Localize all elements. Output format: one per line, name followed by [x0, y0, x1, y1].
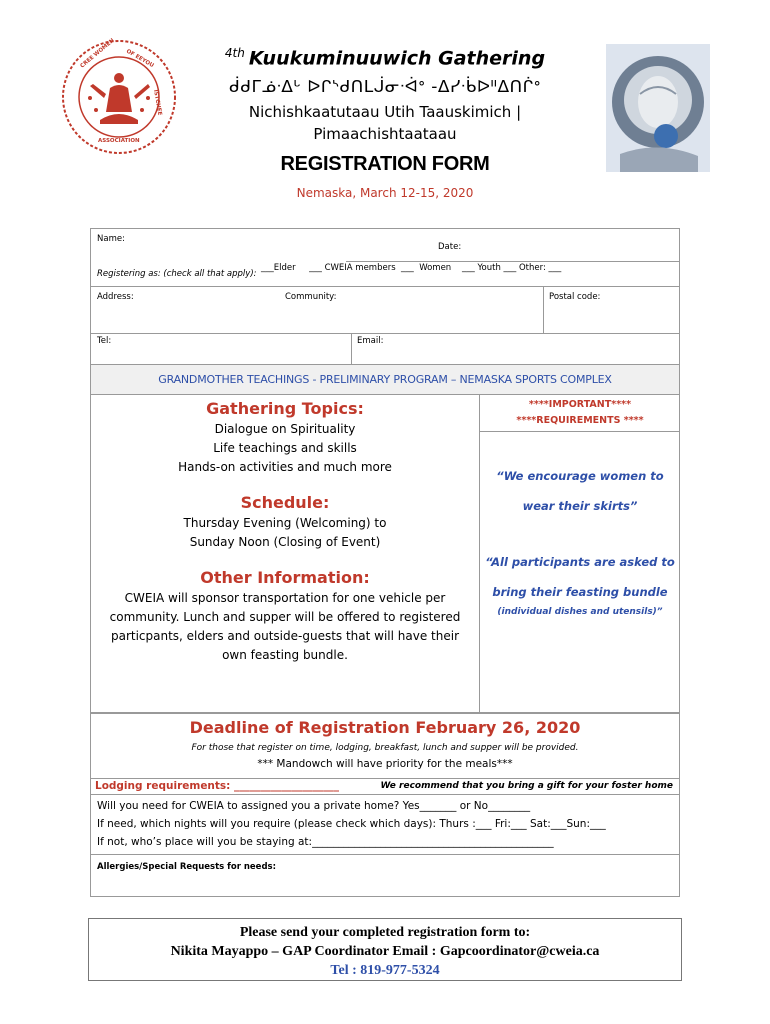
- lodging-row: [91, 778, 679, 795]
- quote-line: bring their feasting bundle: [492, 585, 668, 599]
- cree-syllabics-title: ᑰᑯᒥᓅᐧᐃᒡ ᐅᒋᔅᑯᑎᒪᒎᓂᐧᐋᐤ -ᐃᓯᐧᑳᐅᐦᐃᑎᒌᐤ: [229, 77, 541, 98]
- quote-line: wear their skirts”: [522, 499, 638, 513]
- lodging-requirements-field[interactable]: Lodging requirements: ____________________: [95, 780, 340, 792]
- other-info-line: CWEIA will sponsor transportation for one vehicle per: [124, 591, 446, 605]
- registering-options[interactable]: ___Elder ___ CWEIA members ___ Women ___ Youth ___ Other: ___: [261, 263, 562, 273]
- private-home-question[interactable]: Will you need for CWEIA to assigned you a private home? Yes_______ or No________: [97, 800, 531, 812]
- subtitle-line-1: Nichishkaatutaau Utih Taauskimich |: [248, 103, 522, 122]
- form-title: REGISTRATION FORM: [280, 153, 490, 176]
- important-heading: [480, 395, 680, 429]
- coordinator-contact: Nikita Mayappo – GAP Coordinator Email : Gapcoordinator@cweia.ca: [170, 944, 600, 959]
- svg-text:ASSOCIATION: ASSOCIATION: [98, 138, 140, 144]
- requirements-panel: [479, 395, 680, 712]
- meal-priority-note: *** Mandowch will have priority for the meals***: [257, 758, 513, 770]
- send-instruction-line: Please send your completed registration form to:: [239, 925, 531, 940]
- registering-label: Registering as: (check all that apply):: [97, 269, 257, 279]
- title-ordinal: 4th: [224, 46, 245, 60]
- important-line: ****IMPORTANT****: [528, 399, 632, 410]
- other-info-line: community. Lunch and supper will be offered to registered: [109, 610, 461, 624]
- schedule-line: Sunday Noon (Closing of Event): [189, 535, 381, 549]
- allergies-field[interactable]: Allergies/Special Requests for needs:: [97, 862, 276, 872]
- email-field[interactable]: Email:: [357, 336, 384, 346]
- deadline-title: Deadline of Registration February 26, 2020: [189, 718, 581, 737]
- subtitle-line-2: Pimaachishtaataau: [313, 125, 457, 144]
- other-info-line: particpants, elders and outside-guests that will have their: [110, 629, 460, 643]
- event-date-location: Nemaska, March 12-15, 2020: [296, 186, 474, 201]
- quote-line: “All participants are asked to: [485, 555, 675, 569]
- send-instructions: [88, 918, 682, 981]
- deadline-section: [90, 713, 680, 897]
- registration-fields: [90, 228, 680, 365]
- postal-code-field[interactable]: Postal code:: [549, 292, 601, 302]
- topics-list: [91, 420, 479, 477]
- gathering-title: [180, 46, 590, 69]
- utensils-note: (individual dishes and utensils)”: [497, 607, 663, 617]
- topics-title: Gathering Topics:: [206, 399, 364, 418]
- allergies-row: [91, 854, 679, 897]
- topic-item: Life teachings and skills: [213, 441, 357, 455]
- topic-item: Hands-on activities and much more: [178, 460, 392, 474]
- gift-recommendation: We recommend that you bring a gift for your foster home: [380, 781, 673, 791]
- skirts-quote: [480, 461, 680, 521]
- contact-phone: Tel : 819-977-5324: [330, 963, 440, 978]
- date-field[interactable]: Date:: [438, 242, 462, 252]
- deadline-subtitle: For those that register on time, lodging, breakfast, lunch and supper will be provided.: [191, 743, 579, 753]
- topic-item: Dialogue on Spirituality: [214, 422, 356, 436]
- nights-question[interactable]: If need, which nights will you require (please check which days): Thurs :___ Fri:___ Sat:___Sun:___: [97, 818, 606, 830]
- program-details: [91, 395, 479, 712]
- document-header: [180, 46, 590, 200]
- other-info-text: [91, 589, 479, 665]
- feasting-bundle-quote: [480, 547, 680, 607]
- program-info: [90, 395, 680, 713]
- schedule-line: Thursday Evening (Welcoming) to: [183, 516, 387, 530]
- other-info-title: Other Information:: [200, 568, 370, 587]
- svg-text:CREE WOMEN: CREE WOMEN: [79, 38, 116, 70]
- name-field[interactable]: Name:: [97, 234, 125, 244]
- staying-at-question[interactable]: If not, who’s place will you be staying at:______________________________________________: [97, 836, 554, 848]
- schedule-title: Schedule:: [240, 493, 330, 512]
- quote-line: “We encourage women to: [496, 469, 664, 483]
- requirements-line: ****REQUIREMENTS ****: [516, 415, 644, 426]
- program-banner: GRANDMOTHER TEACHINGS - PRELIMINARY PROGRAM – NEMASKA SPORTS COMPLEX: [90, 365, 680, 395]
- grandmother-moon-image: [606, 44, 710, 172]
- other-info-line: own feasting bundle.: [222, 648, 348, 662]
- svg-text:ISTCHEE: ISTCHEE: [152, 89, 163, 116]
- svg-text:OF EEYOU: OF EEYOU: [125, 48, 155, 70]
- community-field[interactable]: Community:: [285, 292, 337, 302]
- tel-field[interactable]: Tel:: [97, 336, 112, 346]
- schedule-text: [91, 514, 479, 552]
- title-text: Kuukuminuuwich Gathering: [248, 47, 546, 70]
- address-field[interactable]: Address:: [97, 292, 134, 302]
- cweia-association-logo: [60, 38, 178, 156]
